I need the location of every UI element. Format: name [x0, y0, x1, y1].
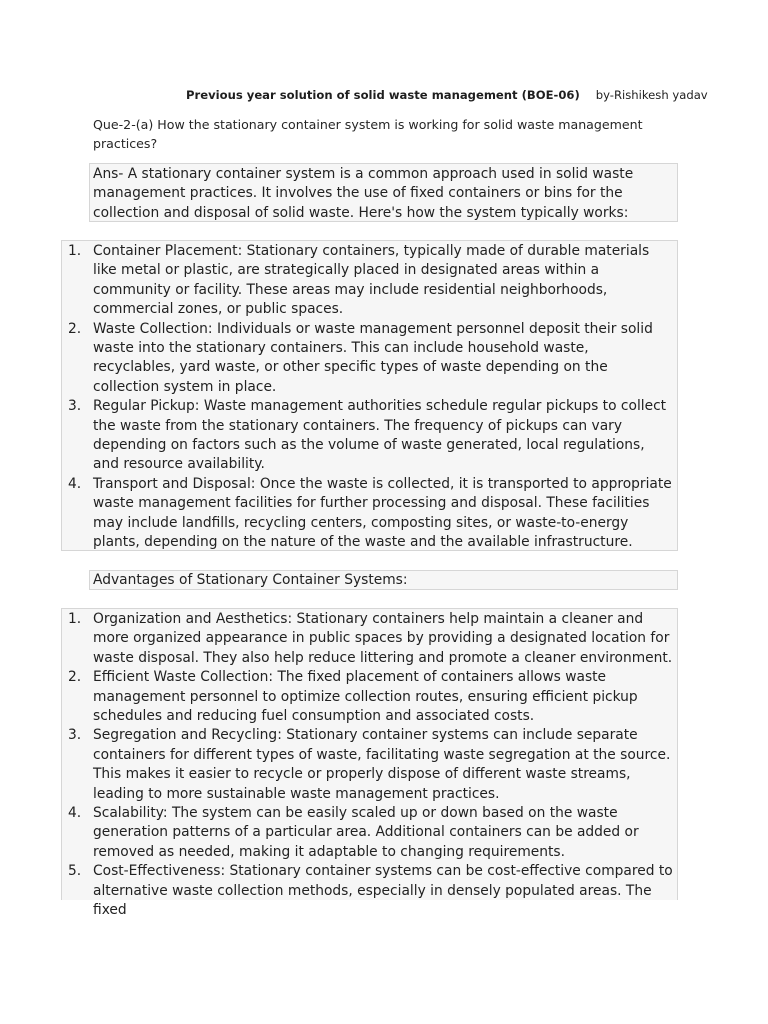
answer-intro-text: Ans- A stationary container system is a common approach used in solid waste management practices. It involves the use of fixed containers or bins for the collection and disposal of solid waste. Here's how the system typically works: [93, 166, 634, 221]
list-item-text: Organization and Aesthetics: Stationary containers help maintain a cleaner and more organized appearance in public spaces by providing a designated location for waste disposal. They also help reduce littering and promote a cleaner environment. [93, 611, 673, 666]
list-item [62, 610, 677, 668]
answer-intro-box [89, 163, 678, 222]
list-item-number: 2. [68, 669, 82, 686]
advantages-heading-box [89, 570, 678, 590]
list-item [62, 475, 677, 553]
list-item-text: Waste Collection: Individuals or waste management personnel deposit their solid waste into the stationary containers. This can include household waste, recyclables, yard waste, or other specific types of waste depending on the collection system in place. [93, 320, 653, 395]
list-item-text: Regular Pickup: Waste management authorities schedule regular pickups to collect the waste from the stationary containers. The frequency of pickups can vary depending on factors such as the volume of waste generated, local regulations, and resource availability. [93, 398, 667, 473]
list-item-number: 3. [68, 398, 82, 415]
advantages-box [61, 608, 678, 919]
list-item-number: 1. [68, 243, 82, 259]
list-item [62, 804, 677, 862]
list-item-number: 2. [68, 320, 82, 337]
list-item-number: 1. [68, 611, 82, 627]
list-item-text: Container Placement: Stationary containers, typically made of durable materials like metal or plastic, are strategically placed in designated areas within a community or facility. These areas may include residential neighborhoods, commercial zones, or public spaces. [93, 243, 650, 318]
list-item-number: 5. [68, 863, 82, 880]
document-title: Previous year solution of solid waste management (BOE-06) [186, 88, 580, 102]
list-item [62, 242, 677, 320]
list-item [62, 668, 677, 726]
list-item-text: Cost-Effectiveness: Stationary container systems can be cost-effective compared to alternative waste collection methods, especially in densely populated areas. The fixed [93, 863, 673, 919]
steps-list [62, 242, 677, 553]
list-item-number: 3. [68, 727, 82, 744]
list-item [62, 397, 677, 475]
list-item [62, 320, 677, 398]
list-item-number: 4. [68, 805, 82, 822]
list-item [62, 862, 677, 920]
list-item-number: 4. [68, 475, 82, 492]
question-text: Que-2-(a) How the stationary container system is working for solid waste management practices? [93, 117, 643, 151]
steps-box [61, 240, 678, 551]
document-author: by-Rishikesh yadav [595, 88, 708, 102]
list-item-text: Scalability: The system can be easily scaled up or down based on the waste generation patterns of a particular area. Additional containers can be added or removed as needed, making it adaptable to changing requirements. [93, 805, 639, 860]
list-item-text: Efficient Waste Collection: The fixed placement of containers allows waste management personnel to optimize collection routes, ensuring efficient pickup schedules and reducing fuel consumption and associated costs. [93, 669, 638, 725]
advantages-heading: Advantages of Stationary Container Systems: [93, 572, 408, 588]
list-item-text: Transport and Disposal: Once the waste is collected, it is transported to appropriate waste management facilities for further processing and disposal. These facilities may include landfills, recycling centers, composting sites, or waste-to-energy plants, depending on the nature of the waste and the available infrastructure. [93, 475, 672, 551]
advantages-list [62, 610, 677, 921]
document-header [186, 86, 708, 104]
list-item [62, 726, 677, 804]
list-item-text: Segregation and Recycling: Stationary container systems can include separate containers for different types of waste, facilitating waste segregation at the source. This makes it easier to recycle or properly dispose of different waste streams, leading to more sustainable waste management practices. [93, 727, 671, 802]
